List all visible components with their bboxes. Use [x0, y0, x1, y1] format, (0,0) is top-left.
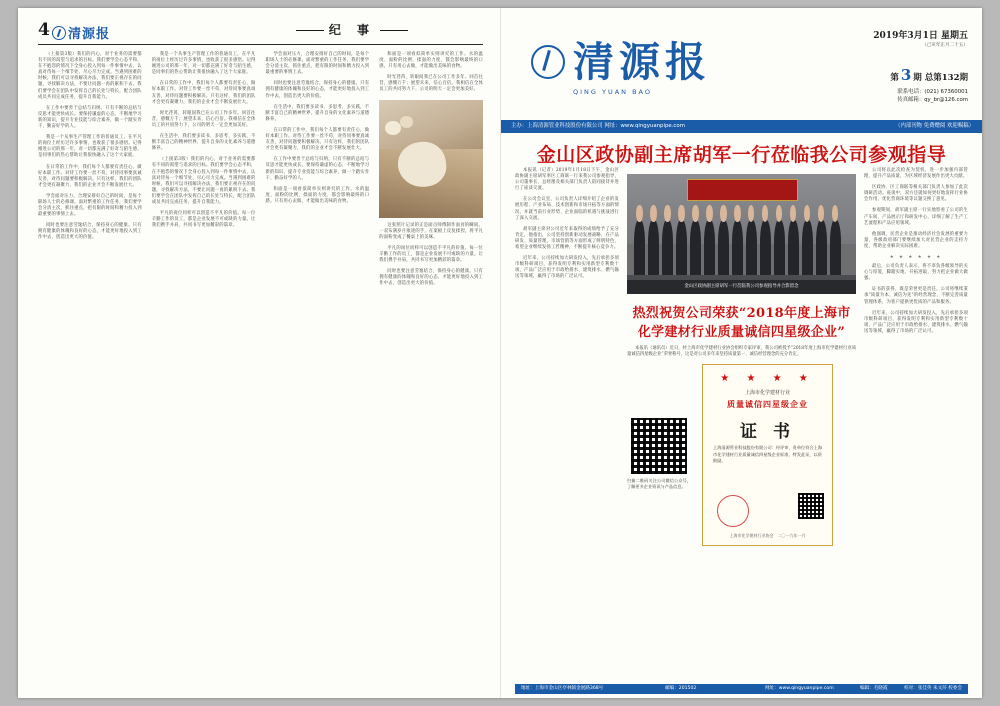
person [816, 220, 827, 275]
footer-zipcode: 邮编：201502 [665, 686, 697, 691]
paragraph: （上接第3版）我们的内心，对于业务的需要都有不同的渴望与追求的目标。我们要学会心态平和，在不抱怨的情况下全身心投入到每一件事情中去，认真对待每一个细节处，尽心尽力完成。当遇到困难的时候，我们可以寻找解决办法，我们要正视存在的问题，寻找解决方法，不要让问题一再的累积下去。我们要学会在团队中发挥自己的长处与特长，配合团队成员共同完成任务，提升自我能力。 [151, 157, 256, 205]
footer-address: 地址：上海市金山区亭林镇金展路368号 [521, 686, 604, 691]
egg-1 [385, 121, 401, 135]
left-column-3 [266, 52, 370, 680]
paragraph: 近年来，公司持续加大研发投入，先后承担多项市级科研项目，获得发明专利和实用新型专利数十项，产品广泛应用于市政给排水、建筑排水、燃气输送等领域，赢得了市场的广泛认可。 [515, 256, 619, 280]
paragraph: 平凡的岗位同样可以创造不平凡的价值。每一位辛勤工作的员工，都是企业发展不可或缺的力量。让我们携手并肩，共同书写更加精彩的篇章。 [379, 245, 483, 264]
person [648, 220, 659, 275]
decorative-stars: ★ ★ ★ ★ ★ ★ [889, 255, 943, 261]
newspaper-spread [18, 8, 982, 698]
contact-phone: 联系电话：(021) 67360001 [897, 89, 968, 95]
qr-caption: 扫描二维码关注公司微信公众号，了解更多企业资讯与产品信息。 [627, 478, 691, 489]
paragraph: 近年来，公司持续加大研发投入，先后承担多项市级科研项目，获得发明专利和实用新型专利数十项，产品广泛应用于市政给排水、建筑排水、燃气输送等领域，赢得了市场的广泛认可。 [864, 310, 968, 334]
group-photo [627, 174, 856, 294]
masthead-title-block [531, 40, 711, 84]
people-row [634, 220, 849, 275]
person [676, 220, 687, 275]
contact-email[interactable]: 传真邮箱：qy_br@126.com [897, 97, 968, 103]
right-page [501, 8, 982, 698]
certificate-qr-icon [798, 493, 824, 519]
publication-date: 2019年3月1日 星期五 [873, 31, 968, 41]
issue-label-pre: 第 [890, 73, 899, 83]
sub-headline: 热烈祝贺公司荣获“2018年度上海市化学建材行业质量诚信四星级企业” [632, 306, 851, 340]
certificate-line-1: 上海市化学建材行业 [744, 390, 790, 396]
footer-bar [515, 684, 968, 694]
paragraph: （上接第3版）我们的内心，对于业务的需要都有不同的渴望与追求的目标。我们要学会心态平和，在不抱怨的情况下全身心投入到每一件事情中去，认真对待每一个细节处，尽心尽力完成。当遇到困难的时候，我们可以寻找解决办法，我们要正视存在的问题，寻找解决方法，不要让问题一再的累积下去。我们要学会在团队中发挥自己的长处与特长，配合团队成员共同完成任务，提升自我能力。 [38, 52, 142, 100]
rule-left [296, 30, 324, 31]
footer-proofreader: 校对：张佳英 朱文莎 校委会 [903, 686, 962, 691]
paragraph: 这张照片记录的正是面点师傅制作面食的瞬间。一双布满岁月痕迹的手，在案板上反复揉捏，将平凡的面粉变成了餐桌上的美味。 [379, 222, 483, 240]
publisher-info: 主办：上海清源管业科技股份有限公司 网址：www.qingyuanpipe.com [511, 123, 685, 129]
paragraph: 在日常的工作中，我们每个人都要有责任心，做好本职工作。对待工作要一丝不苟，对待同事要真诚友善，对待问题要积极解决。只有这样，我们的团队才会更有凝聚力，我们的企业才会不断发展壮大。 [38, 164, 142, 188]
certificate-body: 上海清源管业科技股份有限公司：经评审，贵单位符合上海市化学建材行业质量诚信四星级企业标准，特发此证，以资鼓励。 [713, 445, 822, 464]
publication-date-lunar: （己亥年正月二十五） [922, 43, 968, 48]
person [662, 220, 673, 275]
person [774, 220, 785, 275]
paragraph: 在工作中要善于总结与归纳，只有不断的总结与反思才能更快成长。要保持谦虚的心态，不断地学习新的知识，提升专业技能与综合素养，做一个踏实肯干、勤奋好学的人。 [265, 157, 370, 181]
paragraph: 证书的获得，既是荣誉更是责任。公司将继续秉承“质量为本、诚信为先”的经营理念，不断完善质量管理体系，为客户提供更优质的产品和服务。 [864, 287, 968, 305]
page-number: 4 [38, 20, 50, 40]
right-column-2 [864, 168, 968, 680]
masthead-small-logo [52, 23, 110, 42]
certificate-footer: 上海市化学建材行业协会 二〇一九年一月 [729, 533, 806, 538]
paragraph: 他强调，民营企业是推动经济社会发展的重要力量，各级政府部门要继续加大对民营企业的支持力度，帮助企业解决实际困难。 [864, 231, 968, 249]
paragraph: 在生活中，我们要多读书、多思考、多实践，不断丰富自己的精神世界，提升自身的文化素养与道德修养。 [151, 134, 256, 152]
distribution-note: （内部刊物 免费赠阅 欢迎赐稿） [895, 123, 974, 129]
main-headline: 金山区政协副主席胡军一行莅临我公司参观指导 [536, 144, 947, 166]
newspaper-title: 清源报 [573, 38, 711, 86]
left-page-header [38, 22, 483, 45]
newspaper-pinyin: QING YUAN BAO [573, 88, 653, 96]
left-column-2 [152, 52, 256, 680]
paragraph: 在工作中要善于总结与归纳，只有不断的总结与反思才能更快成长。要保持谦虚的心态，不断地学习新的知识，提升专业技能与综合素养，做一个踏实肯干、勤奋好学的人。 [38, 105, 142, 130]
section-label: 纪 事 [328, 23, 375, 37]
masthead-small-title: 清源报 [68, 27, 111, 42]
person [634, 220, 645, 275]
sub-headline-lead: 本报讯（通讯员）近日，经上海市化学建材行业协会组织专家评审，我公司被授予“2018年度上海市化学建材行业质量诚信四星级企业”荣誉称号，这是对公司多年来坚持质量第一、诚信经营理念的充分肯定。 [627, 346, 856, 358]
paragraph: 在日常的工作中，我们每个人都要有责任心，做好本职工作。对待工作要一丝不苟，对待同事要真诚友善，对待问题要积极解决。只有这样，我们的团队才会更有凝聚力，我们的企业才会不断发展壮大。 [151, 81, 256, 105]
certificate-title: 证 书 [740, 422, 795, 442]
rule-right [380, 30, 408, 31]
footer-website[interactable]: 网址：www.qingyuanpipe.com [765, 686, 834, 691]
company-mark-icon [52, 26, 66, 40]
red-banner [687, 179, 799, 201]
wechat-qr-icon[interactable] [631, 418, 687, 474]
paragraph: 我是一个从事生产管理工作的普通员工，在平凡的岗位上经历过许多事情，也收获了很多感悟。记得刚进公司的那一年，对一切都充满了好奇与陌生感，是同事们的热心帮助让我很快融入了这个大家庭。 [38, 135, 142, 159]
photo-caption: 金山区政协副主席胡军一行莅临我公司参观指导并合影留念 [627, 280, 856, 294]
certificate-seal-icon [717, 495, 749, 527]
paragraph: 和面是一项看似简单实则讲究的工作。水的温度、面粉的比例、揉面的力度，都会影响最终的口感。只有用心去做，才能做出美味的食物。 [265, 186, 370, 204]
left-column-1 [38, 52, 142, 680]
paragraph: 在日常的工作中，我们每个人都要有责任心，做好本职工作。对待工作要一丝不苟，对待同事要真诚友善，对待问题要积极解决。只有这样，我们的团队才会更有凝聚力，我们的企业才会不断发展壮大。 [265, 127, 370, 152]
paragraph: 同时也要注意劳逸结合，保持身心的健康。只有拥有健康的体魄和良好的心态，才能更好地投入到工作中去，创造出更大的价值。 [38, 223, 142, 241]
paragraph: 我是一个从事生产管理工作的普通员工，在平凡的岗位上经历过许多事情，也收获了很多感悟。记得刚进公司的那一年，对一切都充满了好奇与陌生感，是同事们的热心帮助让我很快融入了这个大家庭。 [151, 52, 256, 76]
certificate-line-2: 质量诚信四星级企业 [727, 399, 808, 409]
issue-label-mid: 期 总 [913, 73, 934, 83]
paragraph: 时光荏苒，转眼间我已在公司工作多年。回首往昔，感慨万千；展望未来，信心百倍。我相信在全体员工的共同努力下，公司的明天一定会更加美好。 [379, 75, 483, 93]
person [718, 220, 729, 275]
paragraph: 公司将以此次检查为契机，进一步加强内部管理，提升产品质量，为区域经济发展作出更大贡献。 [864, 168, 968, 180]
left-column-4 [379, 52, 483, 680]
certificate-stars: ★ ★ ★ ★ [720, 373, 815, 384]
paragraph: 时光荏苒，转眼间我已在公司工作多年。回首往昔，感慨万千；展望未来，信心百倍。我相信在全体员工的共同努力下，公司的明天一定会更加美好。 [151, 110, 256, 128]
certificate-image [702, 364, 833, 546]
issue-info [890, 66, 968, 84]
paragraph: 区政协、区工商联等相关部门负责人参加了此次调研活动。座谈中，双方还就如何更好地发挥行业协会作用、优化营商环境等议题交换了意见。 [864, 185, 968, 203]
masthead [501, 8, 982, 133]
issue-number: 3 [900, 66, 912, 84]
person [802, 220, 813, 275]
paragraph: 同时也要注意劳逸结合，保持身心的健康。只有拥有健康的体魄和良好的心态，才能更好地投入到工作中去，创造出更大的价值。 [379, 269, 483, 287]
paragraph: 学会面对压力，合理安排好自己的时间，是每个职场人士的必修课。面对繁重的工作任务，我们要学会分清主次、抓住重点，把有限的时间和精力投入到最重要的事情上去。 [265, 52, 370, 76]
issue-total: 第132期 [933, 73, 968, 83]
paragraph: 在生活中，我们要多读书、多思考、多实践，不断丰富自己的精神世界，提升自身的文化素养与道德修养。 [265, 104, 370, 122]
masthead-band [501, 120, 982, 133]
paragraph: 同时也要注意劳逸结合，保持身心的健康。只有拥有健康的体魄和良好的心态，才能更好地投入到工作中去，创造出更大的价值。 [265, 81, 370, 99]
contact-block [897, 88, 968, 104]
paragraph: 参观期间，胡军副主席一行实地察看了公司的生产车间、产品展示厅和研发中心，详细了解了生产工艺流程和产品应用领域。 [864, 208, 968, 226]
paragraph: 胡军副主席对公司近年来取得的成绩给予了充分肯定，他指出，公司坚持创新驱动发展战略，在产品研发、质量管理、市场营销等方面形成了鲜明特色，希望企业继续发扬工匠精神，不断提升核心竞争力。 [515, 226, 619, 251]
person [746, 220, 757, 275]
dough-kneading-photo [379, 100, 483, 218]
paragraph: 平凡的岗位同样可以创造不平凡的价值。每一位辛勤工作的员工，都是企业发展不可或缺的力量。让我们携手并肩，共同书写更加精彩的篇章。 [151, 211, 256, 229]
person [704, 220, 715, 275]
person [760, 220, 771, 275]
left-page [18, 8, 501, 698]
section-label-wrap [291, 21, 413, 38]
company-logo-icon [531, 45, 565, 79]
left-page-columns [38, 52, 483, 680]
person [690, 220, 701, 275]
person [788, 220, 799, 275]
person [732, 220, 743, 275]
right-page-body [515, 168, 968, 680]
footer-editor: 编辑：毛晓霞 [860, 686, 888, 691]
paragraph: 本报讯（记者）2019年1月18日下午，金山区政协副主席胡军率区工商联一行来我公司参观指导，公司董事长、总经理及相关部门负责人陪同接待并进行了座谈交流。 [515, 168, 619, 192]
right-column-1 [515, 168, 619, 680]
person [830, 220, 841, 275]
paragraph: 和面是一项看似简单实则讲究的工作。水的温度、面粉的比例、揉面的力度，都会影响最终的口感。只有用心去做，才能做出美味的食物。 [379, 52, 483, 70]
paragraph: 在公司会议室，公司负责人详细介绍了企业的发展历程、产业布局、技术创新和市场开拓等方面的情况，并就当前行业形势、企业面临的机遇与挑战进行了深入交流。 [515, 197, 619, 221]
paragraph: 学会面对压力，合理安排好自己的时间，是每个职场人士的必修课。面对繁重的工作任务，我们要学会分清主次、抓住重点，把有限的时间和精力投入到最重要的事情上去。 [38, 193, 142, 218]
paragraph: 最后，公司负责人表示，将不辜负各级领导的关心与厚爱，脚踏实地、开拓进取，努力把企业做大做强。 [864, 264, 968, 282]
